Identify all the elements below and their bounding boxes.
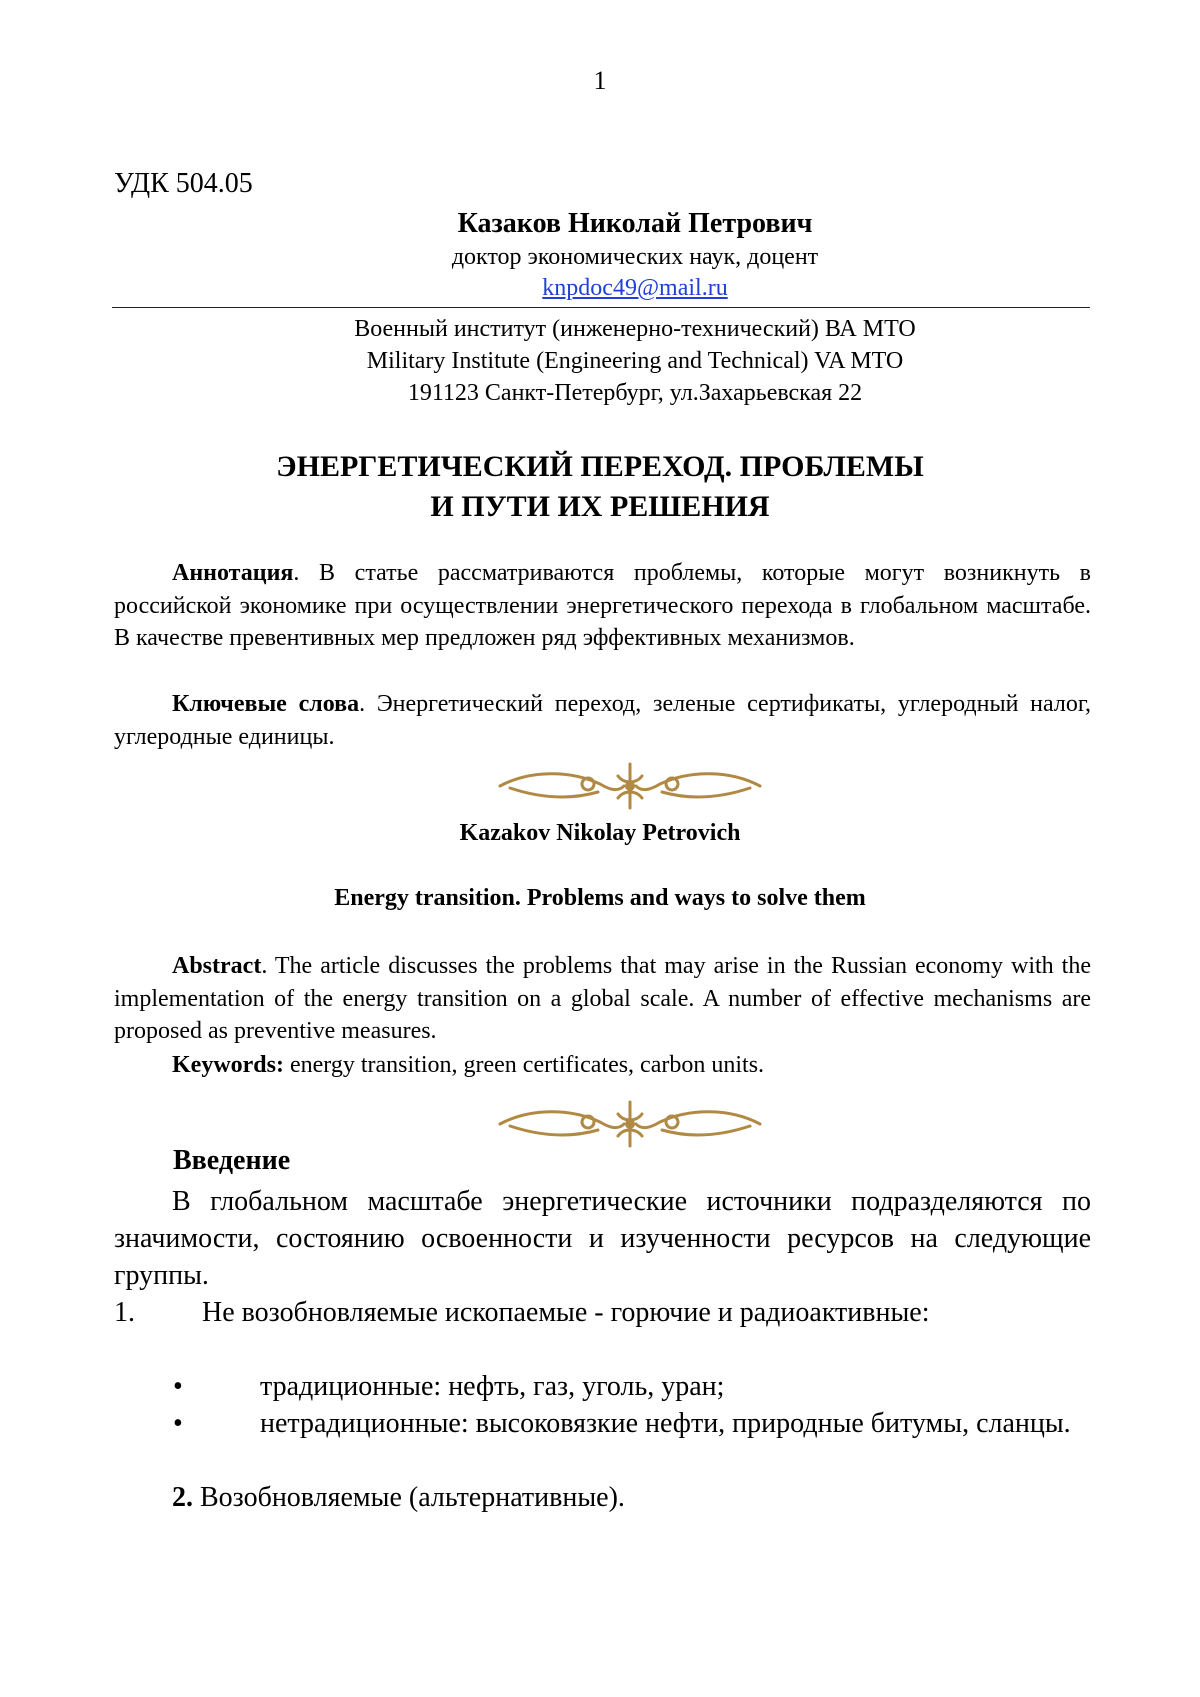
abstract-en: [114, 950, 1091, 1048]
email-link[interactable]: knpdoc49@mail.ru: [542, 275, 728, 301]
bullet-item-2: нетрадиционные: высоковязкие нефти, природные битумы, сланцы.: [260, 1408, 1071, 1439]
bullet-item-1: традиционные: нефть, газ, уголь, уран;: [260, 1371, 725, 1402]
list-item-2: [114, 1479, 1091, 1516]
list-item-number: 1.: [114, 1297, 135, 1328]
keywords-ru-label: Ключевые слова: [172, 691, 360, 717]
institution-address: 191123 Санкт-Петербург, ул.Захарьевская 22: [407, 380, 863, 406]
keywords-en: [114, 1049, 1091, 1082]
udk-code: УДК 504.05: [114, 168, 253, 199]
author-name: Казаков Николай Петрович: [457, 208, 813, 239]
bullet-icon: •: [173, 1371, 183, 1402]
abstract-en-text: . The article discusses the problems that may arise in the Russian economy with the implementation of the energy transition on a global scale. A number of effective mechanisms are proposed as preventive measures.: [114, 953, 1091, 1044]
keywords-ru-text: . Энергетический переход, зеленые сертификаты, углеродный налог, углеродные единицы.: [114, 691, 1091, 750]
list-item-number: 2.: [172, 1482, 193, 1513]
institution-en: Military Institute (Engineering and Technical) VA MTO: [366, 348, 904, 374]
author-degree: доктор экономических наук, доцент: [451, 244, 819, 270]
intro-paragraph: В глобальном масштабе энергетические источники подразделяются по значимости, состоянию освоенности и изученности ресурсов на следующие группы.: [114, 1186, 1091, 1291]
english-author: Kazakov Nikolay Petrovich: [459, 820, 741, 846]
list-item-text: Возобновляемые (альтернативные).: [193, 1482, 625, 1513]
ornament-divider-icon: [490, 1096, 770, 1152]
abstract-ru: [114, 557, 1091, 655]
bullet-icon: •: [173, 1408, 183, 1439]
list-item-text: Не возобновляемые ископаемые - горючие и радиоактивные:: [202, 1297, 930, 1328]
abstract-ru-text: . В статье рассматриваются проблемы, которые могут возникнуть в российской экономике при осуществлении энергетического перехода в глобальном масштабе. В качестве превентивных мер предложен ряд эффективных механизмов.: [114, 560, 1091, 651]
keywords-ru: [114, 688, 1091, 753]
abstract-ru-label: Аннотация: [172, 560, 294, 586]
title-line-1: ЭНЕРГЕТИЧЕСКИЙ ПЕРЕХОД. ПРОБЛЕМЫ: [276, 450, 924, 483]
keywords-en-label: Keywords:: [172, 1052, 284, 1078]
list-item-1: [114, 1294, 1091, 1331]
page-number: 1: [593, 66, 607, 95]
author-email: [380, 275, 890, 302]
abstract-en-label: Abstract: [172, 953, 262, 979]
english-title: Energy transition. Problems and ways to solve them: [334, 885, 866, 911]
header-divider: [112, 307, 1090, 308]
keywords-en-text: energy transition, green certificates, carbon units.: [283, 1052, 765, 1078]
section-heading-intro: Введение: [173, 1145, 291, 1176]
ornament-divider-icon: [490, 758, 770, 814]
institution-ru: Военный институт (инженерно-технический) ВА МТО: [354, 316, 916, 342]
title-line-2: И ПУТИ ИХ РЕШЕНИЯ: [430, 490, 770, 523]
